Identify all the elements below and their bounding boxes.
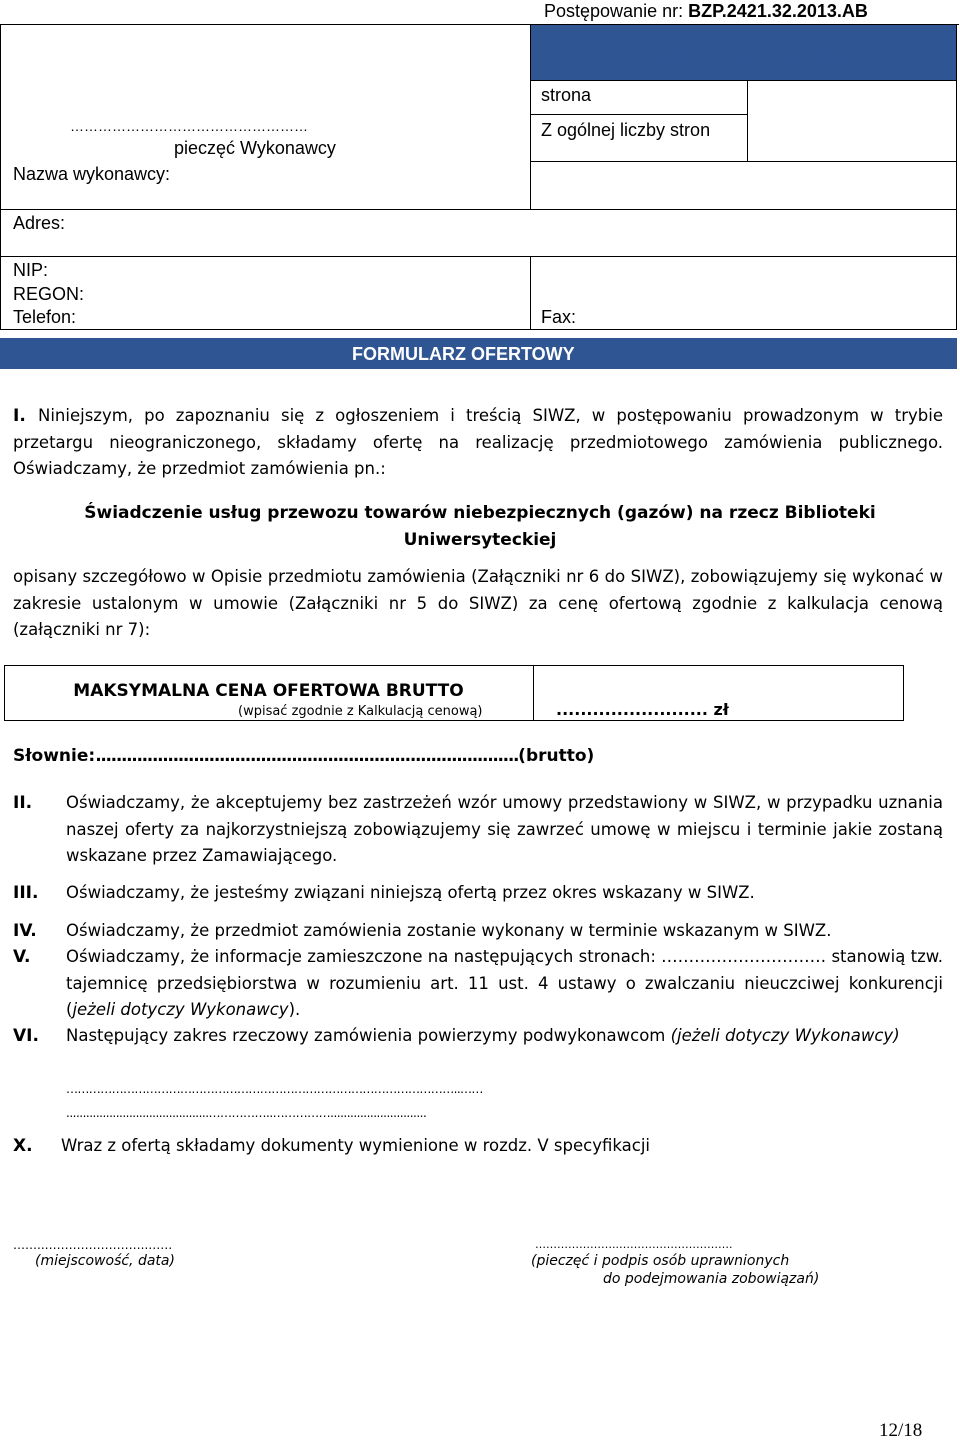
form-title: FORMULARZ OFERTOWY xyxy=(352,344,575,364)
section-3-number: III. xyxy=(13,883,39,903)
name-label: Nazwa wykonawcy: xyxy=(13,164,171,184)
price-box-title: MAKSYMALNA CENA OFERTOWA BRUTTO xyxy=(73,681,464,701)
stamp-label: pieczęć Wykonawcy xyxy=(174,138,336,158)
regon-label: REGON: xyxy=(13,284,85,304)
section-1-text xyxy=(13,403,943,483)
section-4-number: IV. xyxy=(13,921,37,941)
section-5-after: ). xyxy=(288,1000,301,1019)
section-5-text xyxy=(66,944,943,1024)
signature-right-label-2: do podejmowania zobowiązań) xyxy=(603,1271,820,1287)
section-5-italic: jeżeli dotyczy Wykonawcy xyxy=(72,1000,289,1019)
section-3-text: Oświadczamy, że jesteśmy związani niniejszą ofertą przez okres wskazany w SIWZ. xyxy=(66,883,755,902)
section-10-number: X. xyxy=(13,1136,33,1156)
phone-label: Telefon: xyxy=(13,307,77,327)
fax-label: Fax: xyxy=(541,307,577,327)
section-2-text: Oświadczamy, że akceptujemy bez zastrzeżeń wzór umowy przedstawiony w SIWZ, w przypadku uznania naszej oferty za najkorzystniejszą zobowiązujemy się zawrzeć umowę w miejscu i terminie jakie zostaną wskazane przez Zamawiającego. xyxy=(66,793,943,865)
stamp-dots: …………………………………………… xyxy=(70,118,308,134)
procedure-label: Postępowanie nr: xyxy=(544,1,684,21)
section-1-text-2: opisany szczegółowo w Opisie przedmiotu zamówienia (Załączniki nr 6 do SIWZ), zobowiązujemy się wykonać w zakresie ustalonym w umowie (Załączniki nr 5 do SIWZ) za cenę ofertową zgodnie z kalkulacja cenową (załączniki nr 7): xyxy=(13,567,943,639)
attachment-title: Załącznik nr 1 do SIWZ xyxy=(656,47,853,67)
signature-right-label-1: (pieczęć i podpis osób uprawnionych xyxy=(531,1253,790,1269)
price-value-field[interactable]: ......................... zł xyxy=(556,700,729,719)
page-label: strona xyxy=(541,85,592,105)
section-6-italic: (jeżeli dotyczy Wykonawcy) xyxy=(670,1026,900,1045)
section-5-number: V. xyxy=(13,947,31,967)
section-6-number: VI. xyxy=(13,1026,39,1046)
page-number: 12/18 xyxy=(879,1420,923,1441)
section-10-text: Wraz z ofertą składamy dokumenty wymienione w rozdz. V specyfikacji xyxy=(61,1136,650,1155)
procedure-number xyxy=(544,0,868,22)
section-1-body: Niniejszym, po zapoznaniu się z ogłoszeniem i treścią SIWZ, w postępowaniu prowadzonym w trybie przetargu nieograniczonego, składamy ofertę na realizację przedmiotowego zamówienia publicznego. Oświadczamy, że przedmiot zamówienia pn.: xyxy=(13,406,943,478)
subject-line-1: Świadczenie usług przewozu towarów niebezpiecznych (gazów) na rzecz Biblioteki xyxy=(84,503,876,523)
words-line xyxy=(13,746,594,766)
signature-left-dots[interactable]: ……..……………………..…… xyxy=(13,1238,173,1252)
words-field[interactable]: .................................................................................. xyxy=(95,746,519,766)
section-2-number: II. xyxy=(13,793,33,813)
section-1-number: I. xyxy=(13,406,26,426)
procedure-number-value: BZP.2421.32.2013.AB xyxy=(688,1,868,21)
fill-line-1[interactable]: …………………………………………………………………………………………..…… xyxy=(66,1082,483,1096)
signature-left-label: (miejscowość, data) xyxy=(35,1253,175,1269)
words-label: Słownie: xyxy=(13,746,96,766)
price-box-note: (wpisać zgodnie z Kalkulacją cenową) xyxy=(238,704,483,719)
fill-line-2[interactable]: ...........................................……………..……………............................. xyxy=(66,1106,427,1120)
section-6-body: Następujący zakres rzeczowy zamówienia powierzymy podwykonawcom xyxy=(66,1026,671,1045)
address-label: Adres: xyxy=(13,213,66,233)
subject-line-2: Uniwersyteckiej xyxy=(403,530,557,550)
nip-label: NIP: xyxy=(13,260,49,280)
words-suffix: (brutto) xyxy=(518,746,595,766)
section-4-text: Oświadczamy, że przedmiot zamówienia zostanie wykonany w terminie wskazanym w SIWZ. xyxy=(66,921,832,940)
section-5-body: Oświadczamy, że informacje zamieszczone na następujących stronach: ………………………… stanowią tzw. tajemnicę przedsiębiorstwa w rozumieniu art. 11 ust. 4 ustawy o zwalczaniu nieuczciwej konkurencji ( xyxy=(66,947,943,1019)
signature-right-dots[interactable]: …………………..…………………………. xyxy=(535,1238,733,1251)
total-pages-label: Z ogólnej liczby stron xyxy=(541,120,711,140)
section-6-text xyxy=(66,1023,906,1050)
